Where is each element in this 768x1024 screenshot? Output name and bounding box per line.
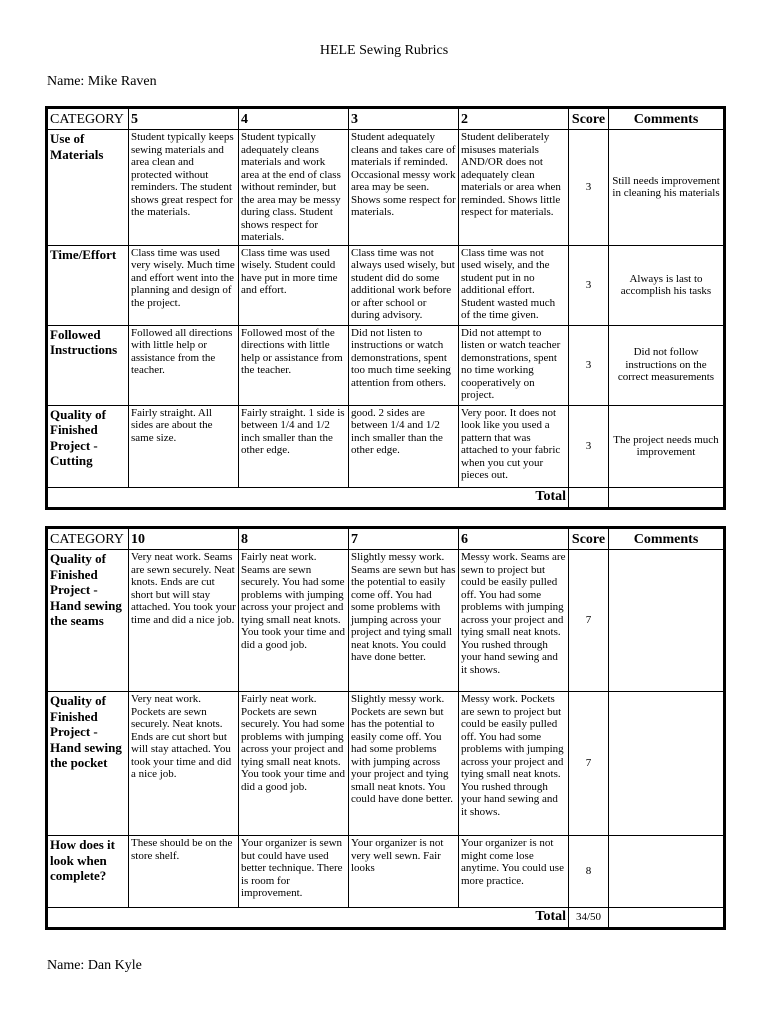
score-cell: 8	[569, 836, 609, 908]
column-header: 10	[129, 528, 239, 550]
total-row	[47, 487, 725, 508]
score-cell: 3	[569, 405, 609, 487]
criteria-cell: Very neat work. Pockets are sewn securely. Neat knots. Ends are cut short but will stay attached. You took your time and did a nice job.	[129, 692, 239, 836]
column-header: Comments	[609, 108, 725, 130]
student-name-2: Name: Dan Kyle	[47, 958, 142, 973]
criteria-cell: Very neat work. Seams are sewn securely. Neat knots. Ends are cut short but will stay attached. You took your time and did a nice job.	[129, 550, 239, 692]
column-header: CATEGORY	[47, 528, 129, 550]
criteria-cell: Fairly neat work. Pockets are sewn securely. You had some problems with jumping across your project and tying small neat knots. You took your time and did a good job.	[239, 692, 349, 836]
comment-cell: Did not follow instructions on the correct measurements	[609, 325, 725, 405]
column-header: Score	[569, 108, 609, 130]
criteria-cell: Class time was not used wisely, and the student put in no additional effort. Student wasted much of the time given.	[459, 245, 569, 325]
criteria-cell: Class time was not always used wisely, but student did do some additional work before or after school or during advisory.	[349, 245, 459, 325]
score-cell: 7	[569, 692, 609, 836]
column-header: Comments	[609, 528, 725, 550]
category-cell: Use of Materials	[47, 130, 129, 246]
criteria-cell: Student typically keeps sewing materials and area clean and protected without reminders. The student shows great respect for the materials.	[129, 130, 239, 246]
criteria-cell: Did not listen to instructions or watch demonstrations, spent too much time seeking attention from others.	[349, 325, 459, 405]
score-cell: 3	[569, 130, 609, 246]
column-header: 7	[349, 528, 459, 550]
total-value	[569, 487, 609, 508]
criteria-cell: good. 2 sides are between 1/4 and 1/2 inch smaller than the other edge.	[349, 405, 459, 487]
criteria-cell: Followed all directions with little help or assistance from the teacher.	[129, 325, 239, 405]
comment-cell	[609, 692, 725, 836]
criteria-cell: Your organizer is not might come lose anytime. You could use more practice.	[459, 836, 569, 908]
criteria-cell: Your organizer is sewn but could have used better technique. There is room for improvement.	[239, 836, 349, 908]
student-name-1: Name: Mike Raven	[47, 74, 157, 89]
score-cell: 3	[569, 325, 609, 405]
comment-cell: Still needs improvement in cleaning his materials	[609, 130, 725, 246]
criteria-cell: Fairly straight. All sides are about the same size.	[129, 405, 239, 487]
rubric-table-1	[45, 106, 726, 510]
column-header: 4	[239, 108, 349, 130]
header-row	[47, 108, 725, 130]
table-row	[47, 245, 725, 325]
total-label: Total	[47, 487, 569, 508]
criteria-cell: Slightly messy work. Seams are sewn but has the potential to easily come off. You had some problems with jumping across your project and tying small neat knots. You could have done better.	[349, 550, 459, 692]
criteria-cell: Slightly messy work. Pockets are sewn but has the potential to easily come off. You had some problems with jumping across your project and tying small neat knots. You could have done better.	[349, 692, 459, 836]
column-header: 2	[459, 108, 569, 130]
total-row	[47, 908, 725, 929]
criteria-cell: Fairly straight. 1 side is between 1/4 and 1/2 inch smaller than the other edge.	[239, 405, 349, 487]
table-row	[47, 836, 725, 908]
criteria-cell: Student adequately cleans and takes care of materials if reminded. Occasional messy work area may be seen. Shows some respect for materials.	[349, 130, 459, 246]
criteria-cell: Student deliberately misuses materials AND/OR does not adequately clean materials or area when reminded. Shows little respect for materials.	[459, 130, 569, 246]
criteria-cell: Class time was used wisely. Student could have put in more time and effort.	[239, 245, 349, 325]
comment-cell: The project needs much improvement	[609, 405, 725, 487]
table-row	[47, 405, 725, 487]
total-comment-cell	[609, 487, 725, 508]
rubric-table-2	[45, 526, 726, 930]
column-header: 5	[129, 108, 239, 130]
column-header: CATEGORY	[47, 108, 129, 130]
criteria-cell: These should be on the store shelf.	[129, 836, 239, 908]
category-cell: Time/Effort	[47, 245, 129, 325]
table-row	[47, 550, 725, 692]
header-row	[47, 528, 725, 550]
score-cell: 7	[569, 550, 609, 692]
total-value: 34/50	[569, 908, 609, 929]
column-header: Score	[569, 528, 609, 550]
category-cell: How does it look when complete?	[47, 836, 129, 908]
criteria-cell: Fairly neat work. Seams are sewn securely. You had some problems with jumping across your project and tying small neat knots. You took your time and did a good job.	[239, 550, 349, 692]
criteria-cell: Followed most of the directions with little help or assistance from the teacher.	[239, 325, 349, 405]
criteria-cell: Your organizer is not very well sewn. Fair looks	[349, 836, 459, 908]
table-row	[47, 325, 725, 405]
table-row	[47, 692, 725, 836]
category-cell: Quality of Finished Project - Cutting	[47, 405, 129, 487]
page-title: HELE Sewing Rubrics	[319, 43, 449, 58]
criteria-cell: Messy work. Pockets are sewn to project but could be easily pulled off. You had some problems with jumping across your project and tying small neat knots. You rushed through your hand sewing and it shows.	[459, 692, 569, 836]
total-comment-cell	[609, 908, 725, 929]
comment-cell	[609, 836, 725, 908]
table-row	[47, 130, 725, 246]
total-label: Total	[47, 908, 569, 929]
column-header: 8	[239, 528, 349, 550]
criteria-cell: Very poor. It does not look like you used a pattern that was attached to your fabric when you cut your pieces out.	[459, 405, 569, 487]
criteria-cell: Did not attempt to listen or watch teacher demonstrations, spent no time working cooperatively on project.	[459, 325, 569, 405]
comment-cell	[609, 550, 725, 692]
score-cell: 3	[569, 245, 609, 325]
criteria-cell: Messy work. Seams are sewn to project but could be easily pulled off. You had some problems with jumping across your project and tying small neat knots. You rushed through your hand sewing and it shows.	[459, 550, 569, 692]
criteria-cell: Student typically adequately cleans materials and work area at the end of class without reminder, but the area may be messy during class. Student shows respect for materials.	[239, 130, 349, 246]
column-header: 3	[349, 108, 459, 130]
comment-cell: Always is last to accomplish his tasks	[609, 245, 725, 325]
category-cell: Followed Instructions	[47, 325, 129, 405]
column-header: 6	[459, 528, 569, 550]
category-cell: Quality of Finished Project - Hand sewing the pocket	[47, 692, 129, 836]
category-cell: Quality of Finished Project - Hand sewing the seams	[47, 550, 129, 692]
criteria-cell: Class time was used very wisely. Much time and effort went into the planning and design of the project.	[129, 245, 239, 325]
